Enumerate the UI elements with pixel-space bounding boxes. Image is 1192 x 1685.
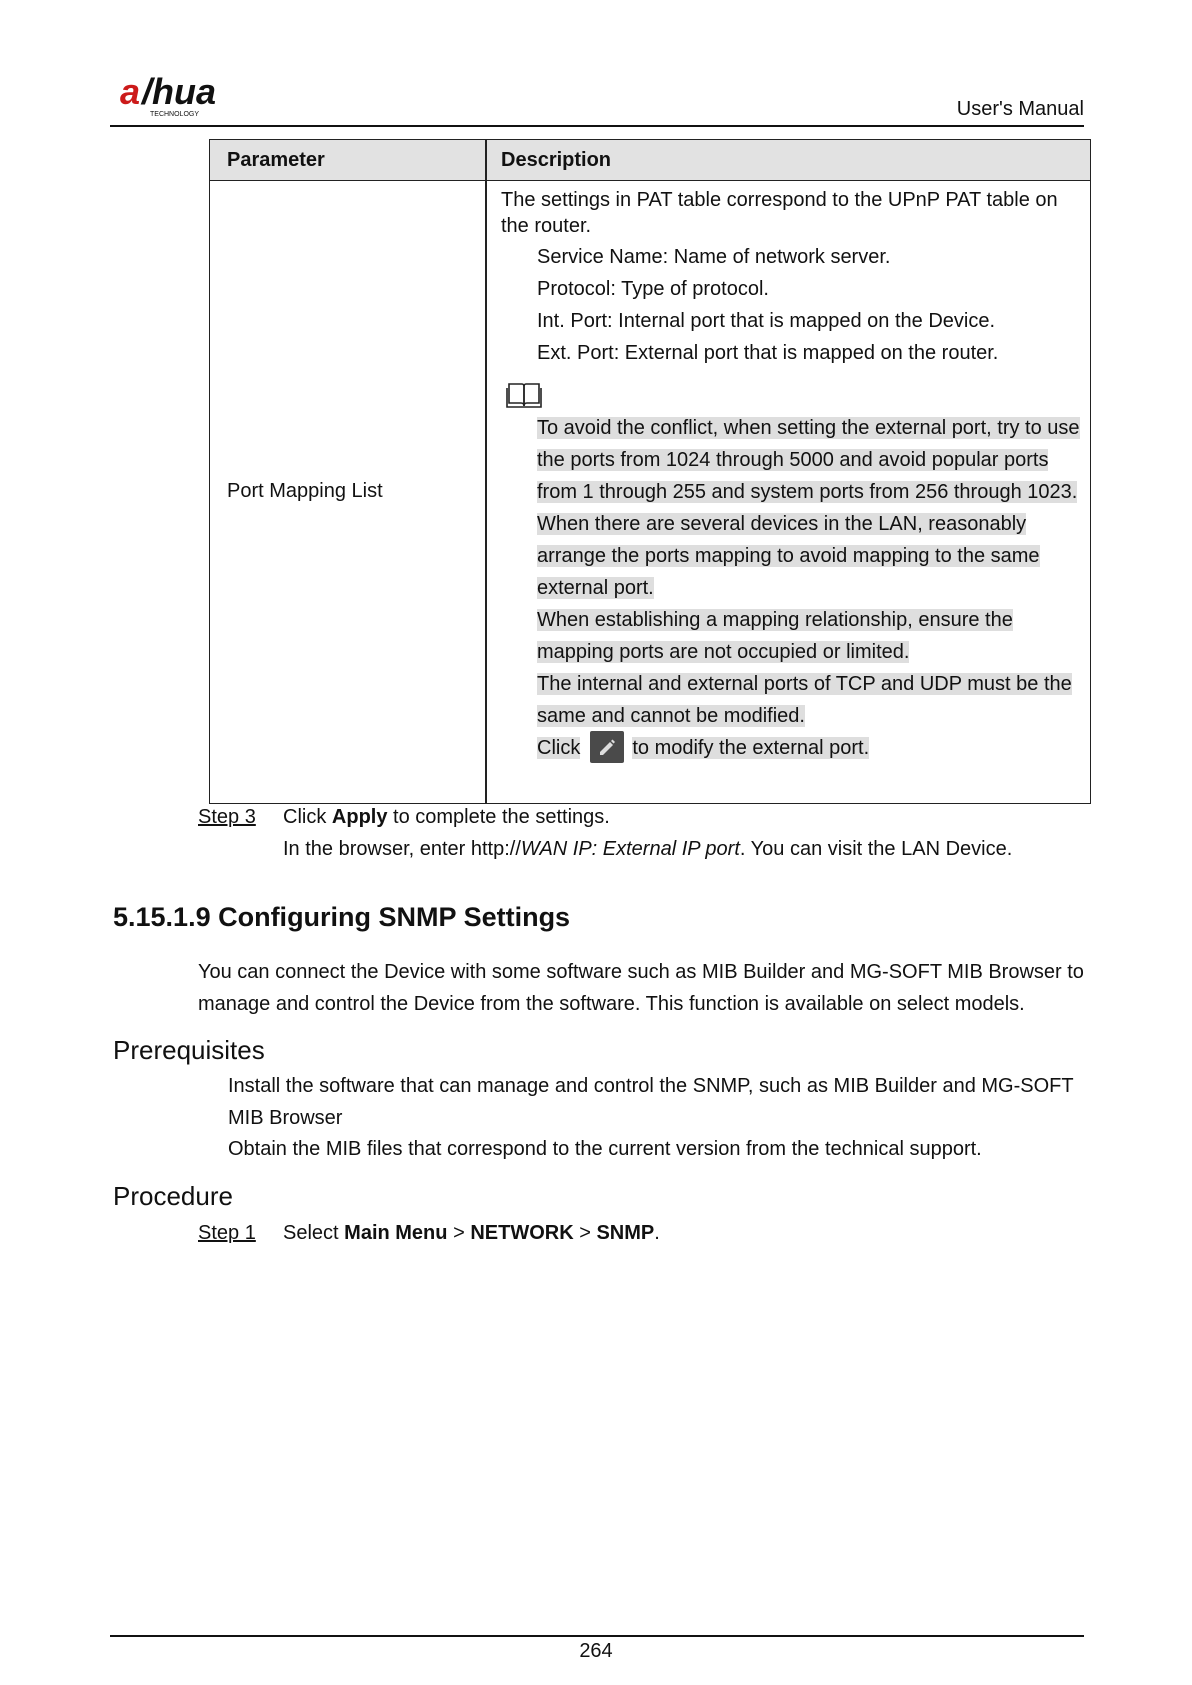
note-item-click (537, 732, 1087, 765)
section-title: 5.15.1.9 Configuring SNMP Settings (113, 902, 571, 932)
column-divider (485, 140, 487, 803)
field-item: Service Name: Name of network server. (537, 246, 891, 268)
field-item: Int. Port: Internal port that is mapped on the Device. (537, 310, 996, 332)
menu-snmp: SNMP (596, 1222, 655, 1244)
field-item: Protocol: Type of protocol. (537, 278, 769, 300)
menu-network: NETWORK (470, 1222, 574, 1244)
svg-text:TECHNOLOGY: TECHNOLOGY (150, 111, 200, 118)
click-suffix: to modify the external port. (632, 737, 870, 759)
prereq-item1-line1: Install the software that can manage and control the SNMP, such as MIB Builder and MG-SOFT (228, 1075, 1074, 1097)
procedure-heading: Procedure (113, 1181, 233, 1211)
prerequisites-heading: Prerequisites (113, 1035, 265, 1065)
prereq-item2: Obtain the MIB files that correspond to the current version from the technical support. (228, 1138, 982, 1160)
section-intro-line1: You can connect the Device with some software such as MIB Builder and MG-SOFT MIB Browser to (198, 961, 1084, 983)
header-parameter: Parameter (227, 149, 325, 171)
edit-button[interactable] (590, 731, 624, 763)
step1-label: Step 1 (198, 1222, 256, 1244)
param-name: Port Mapping List (227, 480, 383, 502)
prereq-item1-line2: MIB Browser (228, 1107, 343, 1129)
note-item: When there are several devices in the LAN, reasonably arrange the ports mapping to avoid mapping to the same external port. (537, 513, 1040, 599)
step3-label: Step 3 (198, 806, 256, 828)
description-cell (501, 187, 1081, 369)
step3-text: Click Apply to complete the settings. (283, 806, 610, 828)
note-item: To avoid the conflict, when setting the external port, try to use the ports from 1024 through 5000 and avoid popular ports from 1 through 255 and system ports from 256 through 1023. (537, 417, 1080, 503)
svg-text:a: a (120, 72, 141, 112)
dahua-logo (120, 72, 260, 120)
table-header-row (210, 140, 1090, 181)
page-number: 264 (579, 1640, 613, 1662)
footer-divider (110, 1635, 1084, 1637)
section-intro-line2: manage and control the Device from the software. This function is available on select models. (198, 993, 1025, 1015)
header-divider (110, 125, 1084, 127)
note-item: The internal and external ports of TCP and UDP must be the same and cannot be modified. (537, 673, 1072, 727)
header-description: Description (501, 149, 612, 171)
step1-text: Select Main Menu > NETWORK > SNMP. (283, 1222, 660, 1244)
notes-list (537, 412, 1087, 765)
doc-title: User's Manual (956, 98, 1084, 120)
book-note-icon (506, 380, 542, 410)
parameter-table (209, 139, 1091, 804)
click-prefix: Click (537, 737, 581, 759)
menu-main: Main Menu (344, 1222, 448, 1244)
field-item: Ext. Port: External port that is mapped on the router. (537, 342, 999, 364)
svg-text:/hua: /hua (142, 72, 217, 112)
desc-intro: The settings in PAT table correspond to the UPnP PAT table on the router. (501, 189, 1058, 237)
note-item: When establishing a mapping relationship, ensure the mapping ports are not occupied or limited. (537, 609, 1013, 663)
step3-browser-text: In the browser, enter http://WAN IP: External IP port. You can visit the LAN Device. (283, 838, 1013, 860)
pencil-icon (597, 737, 617, 757)
